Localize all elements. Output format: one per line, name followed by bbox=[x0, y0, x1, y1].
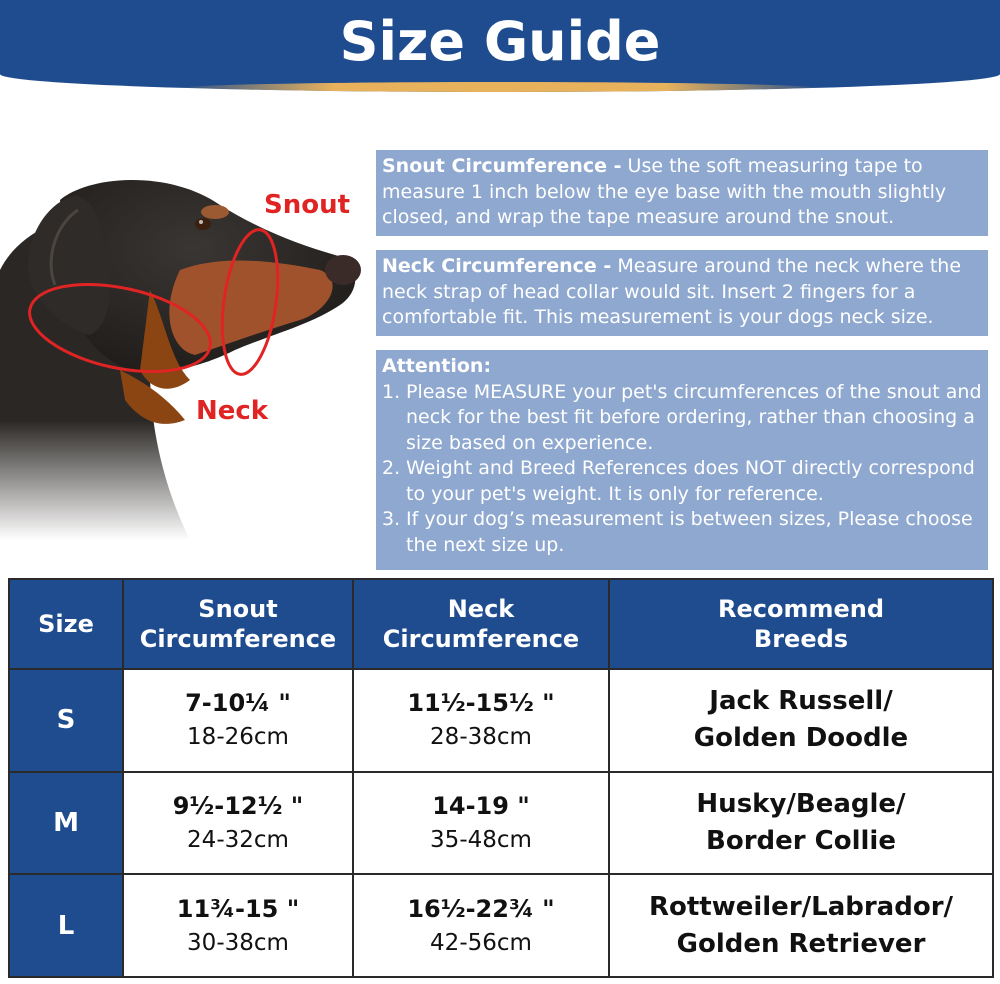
neck-info-text: Measure around the neck where the neck strap of head collar would sit. Insert 2 fingers for a comfortable fit. This measurement is your dogs neck size. bbox=[382, 255, 962, 328]
attention-item bbox=[382, 507, 982, 558]
header-breeds bbox=[609, 579, 993, 669]
attention-heading: Attention: bbox=[382, 355, 492, 377]
snout-inches: 7-10¼ " bbox=[185, 689, 291, 718]
breeds-cell bbox=[609, 669, 993, 772]
snout-inches: 11¾-15 " bbox=[176, 894, 300, 923]
table-row bbox=[9, 874, 993, 977]
attention-item bbox=[382, 456, 982, 507]
snout-cell bbox=[123, 669, 353, 772]
size-cell: L bbox=[9, 874, 123, 977]
header-neck-line2: Circumference bbox=[382, 625, 580, 653]
table-row bbox=[9, 772, 993, 875]
neck-cm: 35-48cm bbox=[430, 826, 532, 853]
neck-inches: 16½-22¾ " bbox=[407, 894, 555, 923]
attention-item-text: Weight and Breed References does NOT directly correspond to your pet's weight. It is only for reference. bbox=[406, 457, 975, 505]
header-breeds-line2: Breeds bbox=[753, 625, 849, 653]
header-snout-line1: Snout bbox=[198, 595, 278, 623]
attention-item bbox=[382, 380, 982, 457]
breeds-line2: Golden Retriever bbox=[676, 928, 926, 959]
attention-item-text: Please MEASURE your pet's circumferences of the snout and neck for the best fit before ordering, rather than choosing a size based on experience. bbox=[406, 380, 982, 454]
size-cell: S bbox=[9, 669, 123, 772]
breeds-line2: Border Collie bbox=[706, 825, 896, 856]
page-title: Size Guide bbox=[339, 10, 661, 73]
neck-cm: 42-56cm bbox=[430, 929, 532, 956]
header-snout-line2: Circumference bbox=[139, 625, 337, 653]
attention-item-number: 1. bbox=[382, 380, 401, 403]
attention-box bbox=[376, 350, 988, 570]
neck-cell bbox=[353, 669, 609, 772]
dog-illustration bbox=[0, 120, 372, 540]
banner-gold-accent bbox=[170, 82, 830, 92]
snout-cell bbox=[123, 772, 353, 875]
breeds-line2: Golden Doodle bbox=[693, 723, 909, 754]
attention-item-number: 2. bbox=[382, 457, 401, 479]
header-size-label: Size bbox=[38, 610, 94, 638]
snout-info-box bbox=[376, 150, 988, 236]
neck-cell bbox=[353, 772, 609, 875]
size-cell: M bbox=[9, 772, 123, 875]
dog-head-image bbox=[0, 120, 372, 540]
breeds-line1: Jack Russell/ bbox=[709, 686, 893, 717]
neck-info-box bbox=[376, 250, 988, 336]
snout-cell bbox=[123, 874, 353, 977]
snout-label: Snout bbox=[264, 190, 351, 220]
header-neck bbox=[353, 579, 609, 669]
neck-cell bbox=[353, 874, 609, 977]
header-banner bbox=[0, 0, 1000, 92]
neck-inches: 11½-15½ " bbox=[407, 689, 555, 718]
header-neck-line1: Neck bbox=[447, 595, 515, 623]
snout-inches: 9½-12½ " bbox=[172, 791, 304, 820]
snout-info-text: Use the soft measuring tape to measure 1 inch below the eye base with the mouth slightly closed, and wrap the tape measure around the snout. bbox=[382, 155, 947, 228]
neck-inches: 14-19 " bbox=[432, 791, 530, 820]
snout-cm: 24-32cm bbox=[187, 826, 289, 853]
header-size bbox=[9, 579, 123, 669]
breeds-line1: Husky/Beagle/ bbox=[696, 788, 906, 819]
attention-item-number: 3. bbox=[382, 508, 401, 530]
table-row bbox=[9, 669, 993, 772]
neck-label: Neck bbox=[196, 396, 269, 426]
breeds-line1: Rottweiler/Labrador/ bbox=[648, 891, 954, 922]
snout-cm: 18-26cm bbox=[187, 724, 289, 751]
header-breeds-line1: Recommend bbox=[717, 595, 885, 623]
snout-cm: 30-38cm bbox=[187, 929, 289, 956]
neck-info-heading: Neck Circumference - bbox=[382, 255, 612, 277]
table-header-row bbox=[9, 579, 993, 669]
breeds-cell bbox=[609, 772, 993, 875]
attention-item-text: If your dog’s measurement is between sizes, Please choose the next size up. bbox=[406, 508, 973, 556]
size-table bbox=[8, 578, 994, 978]
breeds-cell bbox=[609, 874, 993, 977]
snout-info-heading: Snout Circumference - bbox=[382, 155, 622, 177]
header-snout bbox=[123, 579, 353, 669]
neck-cm: 28-38cm bbox=[430, 724, 532, 751]
